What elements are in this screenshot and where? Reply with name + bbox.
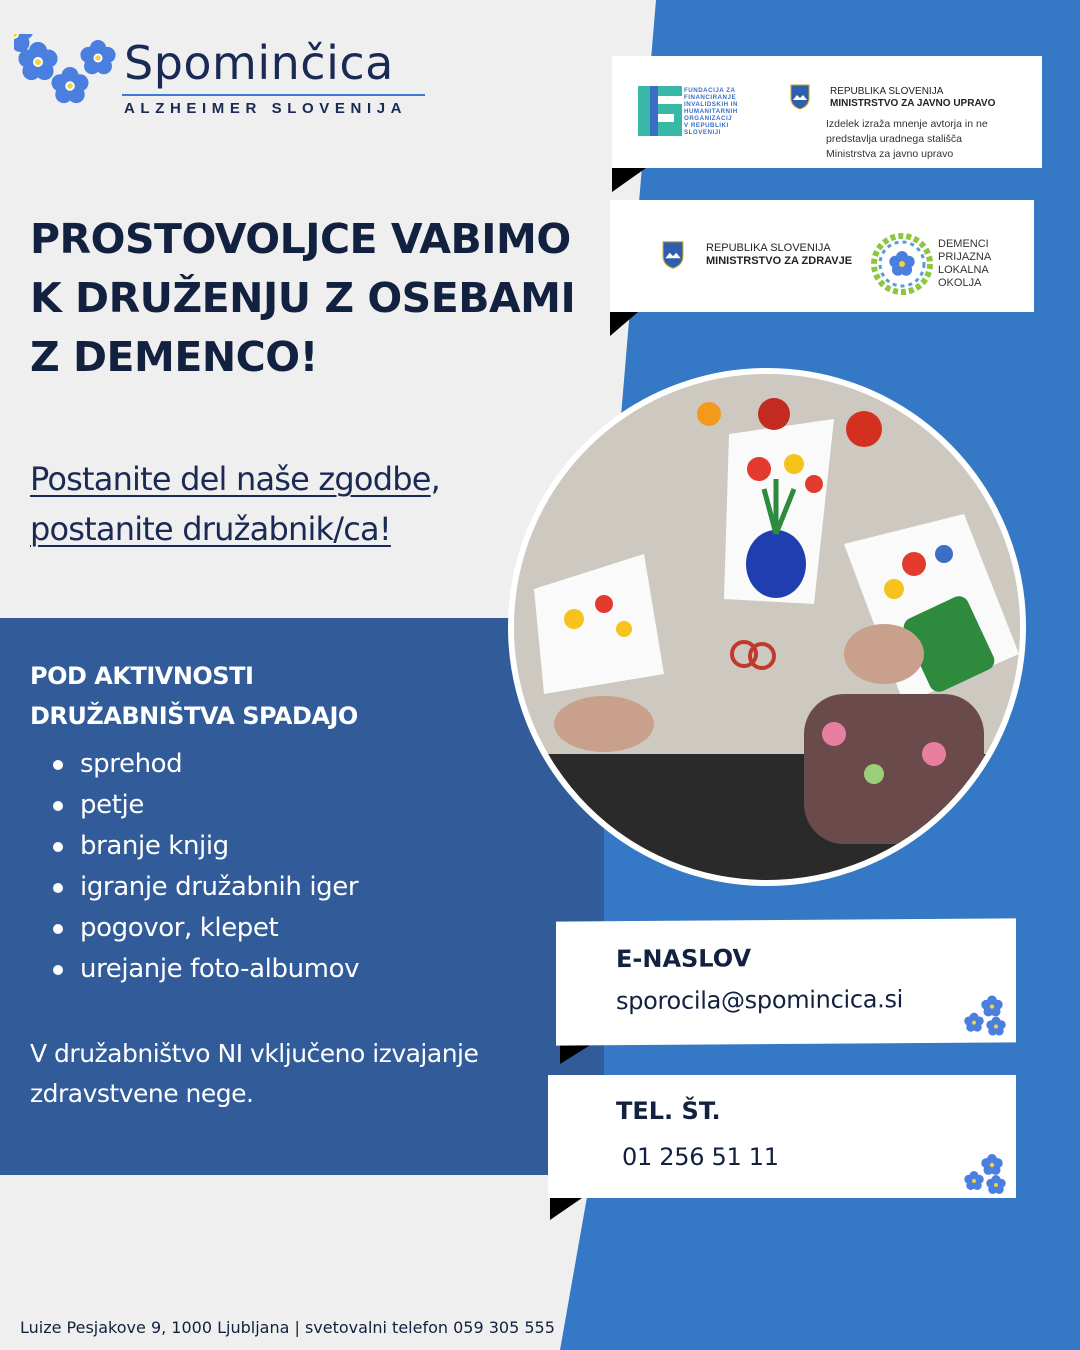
- dementia-friendly-text: DEMENCI PRIJAZNA LOKALNA OKOLJA: [938, 238, 992, 289]
- brand-name: Spominčica: [124, 36, 394, 90]
- activities-title: POD AKTIVNOSTI DRUŽABNIŠTVA SPADAJO: [30, 662, 358, 730]
- list-item: branje knjig: [30, 826, 359, 867]
- list-item: petje: [30, 785, 359, 826]
- list-item: sprehod: [30, 744, 359, 785]
- ministry-jav-upravo: REPUBLIKA SLOVENIJA MINISTRSTVO ZA JAVNO UPRAVO: [830, 86, 996, 109]
- dementia-friendly-logo-icon: [870, 232, 934, 296]
- activities-list: [30, 744, 359, 990]
- activities-note: V družabništvo NI vključeno izvajanje zdravstvene nege.: [30, 1039, 479, 1108]
- list-item: urejanje foto-albumov: [30, 949, 359, 990]
- phone-label: TEL. ŠT.: [616, 1097, 721, 1125]
- tagline: Postanite del naše zgodbe , postanite družabnik/ca!: [30, 460, 441, 548]
- forget-me-not-flower-icon: [14, 34, 124, 114]
- partner-card-2: [610, 200, 1034, 312]
- card-shadow: [612, 168, 646, 192]
- forget-me-not-flower-icon: [958, 992, 1010, 1038]
- email-card: [556, 918, 1016, 1045]
- slovenia-coat-of-arms-icon: [790, 84, 810, 110]
- slovenia-coat-of-arms-icon: [662, 240, 684, 270]
- forget-me-not-flower-icon: [958, 1151, 1010, 1197]
- phone-card: [548, 1075, 1016, 1198]
- photo-illustration: [514, 374, 1020, 880]
- card-shadow: [550, 1198, 582, 1220]
- fund-name: FUNDACIJA ZA FINANCIRANJE INVALIDSKIH IN HUMANITARNIH ORGANIZACIJ V REPUBLIKI SLOVENIJI: [684, 87, 738, 136]
- fund-f-logo-icon: [638, 86, 682, 136]
- list-item: pogovor, klepet: [30, 908, 359, 949]
- craft-activity-photo: [508, 368, 1026, 886]
- brand-subtitle: ALZHEIMER SLOVENIJA: [124, 100, 408, 117]
- partner-card-1: [612, 56, 1042, 168]
- email-label: E-NASLOV: [616, 944, 752, 974]
- list-item: igranje družabnih iger: [30, 867, 359, 908]
- disclaimer-text: Izdelek izraža mnenje avtorja in ne predstavlja uradnega stališča Ministrstva za javno upravo: [826, 118, 988, 160]
- email-link[interactable]: sporocila@spomincica.si: [616, 985, 904, 1016]
- brand-logo: [14, 34, 434, 124]
- footer-address: Luize Pesjakove 9, 1000 Ljubljana | svetovalni telefon 059 305 555: [20, 1318, 555, 1337]
- phone-link[interactable]: 01 256 51 11: [622, 1143, 779, 1171]
- card-shadow: [560, 1044, 592, 1064]
- ministry-zdravje: REPUBLIKA SLOVENIJA MINISTRSTVO ZA ZDRAVJE: [706, 242, 853, 267]
- brand-divider: [122, 94, 425, 96]
- page-title: PROSTOVOLJCE VABIMO K DRUŽENJU Z OSEBAMI Z DEMENCO!: [30, 215, 576, 381]
- card-shadow: [610, 312, 638, 336]
